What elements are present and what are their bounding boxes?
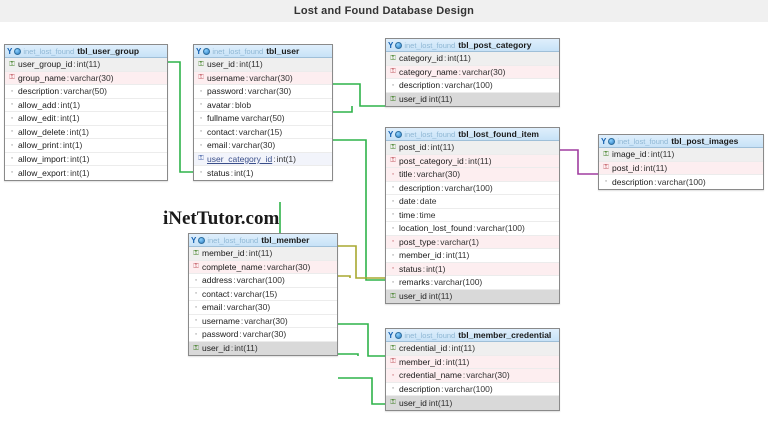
field-type: varchar(15) bbox=[233, 288, 278, 299]
field-name: user_id bbox=[399, 397, 427, 408]
database-icon bbox=[608, 138, 615, 145]
field-type: int(11) bbox=[76, 59, 101, 70]
field-type: int(11) bbox=[643, 162, 668, 173]
schema-label: inet_lost_found bbox=[404, 129, 456, 139]
primary-key-icon: ⚿ bbox=[193, 344, 199, 352]
table-row[interactable] bbox=[599, 175, 763, 189]
primary-key-icon: ⚿ bbox=[390, 143, 396, 151]
field-separator: : bbox=[235, 59, 239, 70]
table-tbl_user[interactable] bbox=[193, 44, 333, 181]
field-separator: : bbox=[66, 167, 70, 178]
table-name: tbl_post_images bbox=[671, 136, 739, 146]
field-dot-icon: ◦ bbox=[10, 101, 14, 109]
field-dot-icon: ◦ bbox=[10, 87, 14, 95]
table-row[interactable] bbox=[386, 263, 559, 277]
field-type: int(1) bbox=[60, 113, 80, 124]
field-name: category_name bbox=[399, 66, 458, 77]
field-type: varchar(30) bbox=[244, 315, 288, 326]
field-separator: : bbox=[57, 99, 60, 110]
table-tbl_post_category[interactable] bbox=[385, 38, 560, 107]
table-row[interactable] bbox=[386, 141, 559, 155]
primary-key-icon: ⚿ bbox=[198, 60, 204, 68]
field-separator: : bbox=[422, 263, 426, 274]
field-dot-icon: ◦ bbox=[391, 371, 395, 379]
table-tbl_post_images[interactable] bbox=[598, 134, 764, 190]
table-row[interactable] bbox=[386, 342, 559, 356]
field-separator: : bbox=[413, 169, 416, 180]
database-icon bbox=[395, 42, 402, 49]
field-separator: : bbox=[473, 223, 476, 234]
table-row[interactable] bbox=[189, 261, 337, 275]
foreign-key-icon: ⚿ bbox=[390, 68, 396, 76]
table-row[interactable] bbox=[189, 301, 337, 315]
field-type: varchar(30) bbox=[266, 261, 311, 272]
field-name: description bbox=[399, 182, 441, 193]
key-marker-icon: Y bbox=[191, 235, 197, 245]
window-titlebar bbox=[0, 0, 768, 23]
field-dot-icon: ◦ bbox=[199, 114, 203, 122]
field-separator: : bbox=[442, 250, 445, 261]
foreign-key-icon: ⚿ bbox=[390, 358, 396, 366]
field-dot-icon: ◦ bbox=[10, 155, 14, 163]
field-name: location_lost_found bbox=[399, 223, 473, 234]
foreign-key-icon: ⚿ bbox=[603, 164, 609, 172]
field-type: varchar(30) bbox=[231, 140, 276, 151]
field-separator: : bbox=[230, 167, 234, 178]
table-row[interactable] bbox=[386, 195, 559, 209]
field-name: avatar bbox=[207, 99, 231, 110]
field-type: varchar(100) bbox=[476, 223, 525, 234]
field-name: user_group_id bbox=[18, 59, 73, 70]
field-type: varchar(15) bbox=[238, 126, 283, 137]
unique-key-icon: ⚿ bbox=[198, 155, 204, 163]
schema-label: inet_lost_found bbox=[207, 235, 259, 245]
table-row[interactable] bbox=[189, 328, 337, 342]
field-type: int(11) bbox=[428, 94, 453, 105]
field-dot-icon: ◦ bbox=[391, 385, 395, 393]
foreign-key-icon: ⚿ bbox=[193, 263, 199, 271]
field-separator: : bbox=[59, 140, 63, 151]
key-marker-icon: Y bbox=[7, 46, 13, 56]
field-separator: : bbox=[66, 126, 69, 137]
field-dot-icon: ◦ bbox=[10, 169, 14, 177]
field-type: varchar(30) bbox=[466, 370, 510, 381]
field-name: password bbox=[202, 329, 239, 340]
field-dot-icon: ◦ bbox=[391, 81, 395, 89]
field-dot-icon: ◦ bbox=[391, 238, 395, 246]
field-separator: : bbox=[448, 343, 451, 354]
field-type: varchar(100) bbox=[657, 176, 706, 187]
schema-label: inet_lost_found bbox=[404, 330, 456, 340]
field-name: address bbox=[202, 275, 233, 286]
table-row[interactable] bbox=[386, 396, 559, 410]
table-row[interactable] bbox=[386, 93, 559, 107]
field-name: allow_import bbox=[18, 153, 66, 164]
table-header[interactable] bbox=[386, 128, 559, 141]
table-row[interactable] bbox=[386, 182, 559, 196]
field-type: blob bbox=[235, 99, 252, 110]
table-row[interactable] bbox=[386, 222, 559, 236]
table-row[interactable] bbox=[5, 72, 167, 86]
database-icon bbox=[395, 332, 402, 339]
database-icon bbox=[395, 131, 402, 138]
field-dot-icon: ◦ bbox=[194, 330, 198, 338]
schema-label: inet_lost_found bbox=[23, 46, 75, 56]
table-row[interactable] bbox=[599, 162, 763, 176]
table-tbl_user_group[interactable] bbox=[4, 44, 168, 181]
table-row[interactable] bbox=[189, 274, 337, 288]
field-dot-icon: ◦ bbox=[10, 128, 14, 136]
field-name: email bbox=[202, 302, 223, 313]
field-name: contact bbox=[207, 126, 235, 137]
field-separator: : bbox=[231, 99, 234, 110]
field-type: varchar(30) bbox=[461, 66, 506, 77]
field-separator: : bbox=[230, 288, 233, 299]
field-separator: : bbox=[647, 149, 650, 160]
table-row[interactable] bbox=[5, 99, 167, 113]
field-separator: : bbox=[73, 59, 76, 70]
table-row[interactable] bbox=[194, 126, 332, 140]
table-header[interactable] bbox=[194, 45, 332, 58]
field-dot-icon: ◦ bbox=[199, 128, 203, 136]
field-type: int(1) bbox=[70, 167, 90, 178]
table-tbl_member_credential[interactable] bbox=[385, 328, 560, 411]
table-row[interactable] bbox=[386, 369, 559, 383]
field-name: post_type bbox=[399, 236, 436, 247]
field-type: varchar(50) bbox=[241, 113, 285, 124]
field-type: int(11) bbox=[650, 149, 675, 160]
table-row[interactable] bbox=[386, 290, 559, 304]
field-name: post_id bbox=[612, 162, 640, 173]
field-dot-icon: ◦ bbox=[199, 101, 203, 109]
field-type: int(11) bbox=[451, 343, 476, 354]
table-row[interactable] bbox=[189, 342, 337, 356]
field-name: description bbox=[399, 80, 441, 91]
table-name: tbl_member bbox=[261, 235, 310, 245]
field-separator: : bbox=[640, 162, 643, 173]
field-dot-icon: ◦ bbox=[391, 278, 395, 286]
field-name: post_id bbox=[399, 142, 427, 153]
field-name: remarks bbox=[399, 277, 430, 288]
field-separator: : bbox=[66, 153, 70, 164]
field-name: description bbox=[612, 176, 654, 187]
table-row[interactable] bbox=[5, 139, 167, 153]
table-row[interactable] bbox=[386, 66, 559, 80]
field-type: varchar(50) bbox=[63, 86, 107, 97]
field-type: int(1) bbox=[234, 167, 254, 178]
key-marker-icon: Y bbox=[601, 136, 607, 146]
schema-label: inet_lost_found bbox=[617, 136, 669, 146]
field-dot-icon: ◦ bbox=[391, 184, 395, 192]
field-separator: : bbox=[245, 248, 248, 259]
field-name: member_id bbox=[202, 248, 245, 259]
field-dot-icon: ◦ bbox=[199, 87, 203, 95]
field-type: varchar(100) bbox=[236, 275, 285, 286]
field-name: status bbox=[399, 263, 422, 274]
table-row[interactable] bbox=[386, 383, 559, 397]
field-type: varchar(30) bbox=[70, 72, 114, 83]
field-name: user_id bbox=[399, 94, 427, 105]
field-separator: : bbox=[441, 182, 444, 193]
field-type: varchar(30) bbox=[226, 302, 271, 313]
table-header[interactable] bbox=[5, 45, 167, 58]
field-separator: : bbox=[458, 66, 461, 77]
page-title: Lost and Found Database Design bbox=[293, 5, 475, 17]
field-dot-icon: ◦ bbox=[604, 178, 608, 186]
primary-key-icon: ⚿ bbox=[390, 95, 396, 103]
database-icon bbox=[198, 237, 205, 244]
table-row[interactable] bbox=[5, 126, 167, 140]
field-name: allow_export bbox=[18, 167, 66, 178]
field-separator: : bbox=[416, 196, 419, 207]
field-name: credential_name bbox=[399, 370, 462, 381]
field-type: varchar(30) bbox=[247, 86, 292, 97]
field-separator: : bbox=[263, 261, 266, 272]
field-separator: : bbox=[436, 236, 440, 247]
primary-key-icon: ⚿ bbox=[390, 54, 396, 62]
table-row[interactable] bbox=[386, 249, 559, 263]
field-separator: : bbox=[230, 343, 234, 354]
primary-key-icon: ⚿ bbox=[390, 399, 396, 407]
field-type: int(1) bbox=[63, 140, 83, 151]
field-separator: : bbox=[273, 153, 276, 164]
field-type: int(1) bbox=[276, 153, 296, 164]
field-separator: : bbox=[464, 155, 468, 166]
field-name: complete_name bbox=[202, 261, 263, 272]
table-row[interactable] bbox=[386, 356, 559, 370]
table-row[interactable] bbox=[386, 209, 559, 223]
table-row[interactable] bbox=[5, 58, 167, 72]
field-separator: : bbox=[235, 126, 238, 137]
field-separator: : bbox=[430, 277, 434, 288]
field-name: image_id bbox=[612, 149, 647, 160]
field-type: int(11) bbox=[447, 53, 471, 64]
table-header[interactable] bbox=[599, 135, 763, 148]
field-name: status bbox=[207, 167, 230, 178]
field-dot-icon: ◦ bbox=[194, 290, 198, 298]
field-dot-icon: ◦ bbox=[391, 211, 395, 219]
field-dot-icon: ◦ bbox=[391, 197, 395, 205]
field-separator: : bbox=[441, 80, 444, 91]
field-dot-icon: ◦ bbox=[199, 169, 203, 177]
field-separator: : bbox=[233, 275, 236, 286]
key-marker-icon: Y bbox=[388, 330, 394, 340]
field-name: user_category_id bbox=[207, 153, 273, 164]
field-separator: : bbox=[56, 113, 60, 124]
field-name: user_id bbox=[202, 343, 230, 354]
field-dot-icon: ◦ bbox=[391, 224, 395, 232]
field-separator: : bbox=[223, 302, 226, 313]
table-row[interactable] bbox=[5, 85, 167, 99]
field-type: int(11) bbox=[248, 248, 273, 259]
field-type: varchar(100) bbox=[444, 383, 493, 394]
table-row[interactable] bbox=[5, 166, 167, 180]
schema-label: inet_lost_found bbox=[212, 46, 264, 56]
field-type: int(1) bbox=[70, 153, 90, 164]
field-name: user_id bbox=[399, 291, 427, 302]
field-type: varchar(100) bbox=[444, 182, 493, 193]
field-separator: : bbox=[239, 329, 242, 340]
field-separator: : bbox=[416, 209, 419, 220]
key-marker-icon: Y bbox=[388, 129, 394, 139]
schema-label: inet_lost_found bbox=[404, 40, 456, 50]
table-name: tbl_lost_found_item bbox=[458, 129, 539, 139]
table-row[interactable] bbox=[194, 72, 332, 86]
field-type: varchar(1) bbox=[440, 236, 479, 247]
table-name: tbl_user bbox=[266, 46, 300, 56]
table-row[interactable] bbox=[386, 155, 559, 169]
table-row[interactable] bbox=[5, 112, 167, 126]
field-dot-icon: ◦ bbox=[391, 265, 395, 273]
primary-key-icon: ⚿ bbox=[603, 150, 609, 158]
table-row[interactable] bbox=[189, 315, 337, 329]
table-row[interactable] bbox=[189, 288, 337, 302]
field-type: int(11) bbox=[445, 356, 470, 367]
field-name: username bbox=[202, 315, 240, 326]
field-name: category_id bbox=[399, 53, 443, 64]
table-row[interactable] bbox=[194, 166, 332, 180]
field-name: group_name bbox=[18, 72, 66, 83]
field-name: title bbox=[399, 169, 413, 180]
field-name: time bbox=[399, 209, 416, 220]
field-name: member_id bbox=[399, 250, 442, 261]
table-header[interactable] bbox=[386, 39, 559, 52]
table-row[interactable] bbox=[194, 153, 332, 167]
field-type: int(11) bbox=[239, 59, 263, 70]
table-row[interactable] bbox=[194, 139, 332, 153]
field-separator: : bbox=[228, 140, 231, 151]
field-dot-icon: ◦ bbox=[199, 141, 203, 149]
field-dot-icon: ◦ bbox=[194, 317, 198, 325]
foreign-key-icon: ⚿ bbox=[9, 74, 15, 82]
table-name: tbl_user_group bbox=[77, 46, 140, 56]
field-dot-icon: ◦ bbox=[194, 276, 198, 284]
table-row[interactable] bbox=[194, 85, 332, 99]
field-type: int(11) bbox=[430, 142, 455, 153]
field-type: int(1) bbox=[60, 99, 81, 110]
field-type: int(11) bbox=[428, 397, 453, 408]
field-type: varchar(30) bbox=[249, 72, 293, 83]
table-header[interactable] bbox=[386, 329, 559, 342]
table-row[interactable] bbox=[386, 168, 559, 182]
table-row[interactable] bbox=[194, 112, 332, 126]
primary-key-icon: ⚿ bbox=[193, 249, 199, 257]
table-header[interactable] bbox=[189, 234, 337, 247]
field-dot-icon: ◦ bbox=[10, 114, 14, 122]
field-name: contact bbox=[202, 288, 230, 299]
field-type: varchar(30) bbox=[242, 329, 287, 340]
field-dot-icon: ◦ bbox=[194, 303, 198, 311]
field-name: description bbox=[399, 383, 441, 394]
field-name: credential_id bbox=[399, 343, 448, 354]
field-name: user_id bbox=[207, 59, 235, 70]
primary-key-icon: ⚿ bbox=[390, 344, 396, 352]
foreign-key-icon: ⚿ bbox=[390, 157, 396, 165]
field-type: int(11) bbox=[428, 291, 453, 302]
field-separator: : bbox=[240, 315, 244, 326]
field-name: username bbox=[207, 72, 245, 83]
foreign-key-icon: ⚿ bbox=[198, 74, 204, 82]
field-dot-icon: ◦ bbox=[391, 170, 395, 178]
watermark-text: iNetTutor.com bbox=[163, 208, 280, 229]
field-separator: : bbox=[60, 86, 63, 97]
field-name: post_category_id bbox=[399, 155, 464, 166]
database-icon bbox=[203, 48, 210, 55]
field-dot-icon: ◦ bbox=[10, 141, 14, 149]
field-type: date bbox=[419, 196, 437, 207]
field-separator: : bbox=[654, 176, 657, 187]
field-name: description bbox=[18, 86, 60, 97]
table-row[interactable] bbox=[386, 276, 559, 290]
field-type: int(1) bbox=[426, 263, 446, 274]
field-name: allow_print bbox=[18, 140, 59, 151]
field-type: int(11) bbox=[468, 155, 492, 166]
field-separator: : bbox=[244, 86, 247, 97]
field-name: date bbox=[399, 196, 416, 207]
table-row[interactable] bbox=[386, 52, 559, 66]
table-tbl_member[interactable] bbox=[188, 233, 338, 356]
field-separator: : bbox=[66, 72, 70, 83]
field-name: fullname bbox=[207, 113, 240, 124]
primary-key-icon: ⚿ bbox=[9, 60, 15, 68]
field-separator: : bbox=[427, 142, 430, 153]
field-separator: : bbox=[245, 72, 249, 83]
table-row[interactable] bbox=[5, 153, 167, 167]
field-type: varchar(30) bbox=[416, 169, 461, 180]
field-separator: : bbox=[441, 383, 444, 394]
key-marker-icon: Y bbox=[388, 40, 394, 50]
field-type: varchar(100) bbox=[444, 80, 493, 91]
field-name: allow_edit bbox=[18, 113, 56, 124]
field-name: email bbox=[207, 140, 228, 151]
field-type: int(1) bbox=[69, 126, 90, 137]
field-type: varchar(100) bbox=[434, 277, 483, 288]
primary-key-icon: ⚿ bbox=[390, 292, 396, 300]
table-row[interactable] bbox=[189, 247, 337, 261]
field-name: allow_delete bbox=[18, 126, 66, 137]
table-name: tbl_member_credential bbox=[458, 330, 552, 340]
table-tbl_lost_found_item[interactable] bbox=[385, 127, 560, 304]
field-separator: : bbox=[443, 53, 447, 64]
table-row[interactable] bbox=[386, 236, 559, 250]
key-marker-icon: Y bbox=[196, 46, 202, 56]
field-name: password bbox=[207, 86, 244, 97]
field-dot-icon: ◦ bbox=[391, 251, 395, 259]
database-icon bbox=[14, 48, 21, 55]
field-type: int(11) bbox=[445, 250, 470, 261]
table-name: tbl_post_category bbox=[458, 40, 532, 50]
field-type: time bbox=[419, 209, 436, 220]
table-row[interactable] bbox=[194, 58, 332, 72]
field-name: member_id bbox=[399, 356, 442, 367]
field-separator: : bbox=[442, 356, 445, 367]
table-row[interactable] bbox=[386, 79, 559, 93]
field-name: allow_add bbox=[18, 99, 57, 110]
diagram-canvas[interactable] bbox=[0, 22, 768, 427]
field-type: int(11) bbox=[234, 343, 258, 354]
field-separator: : bbox=[462, 370, 466, 381]
table-row[interactable] bbox=[599, 148, 763, 162]
table-row[interactable] bbox=[194, 99, 332, 113]
